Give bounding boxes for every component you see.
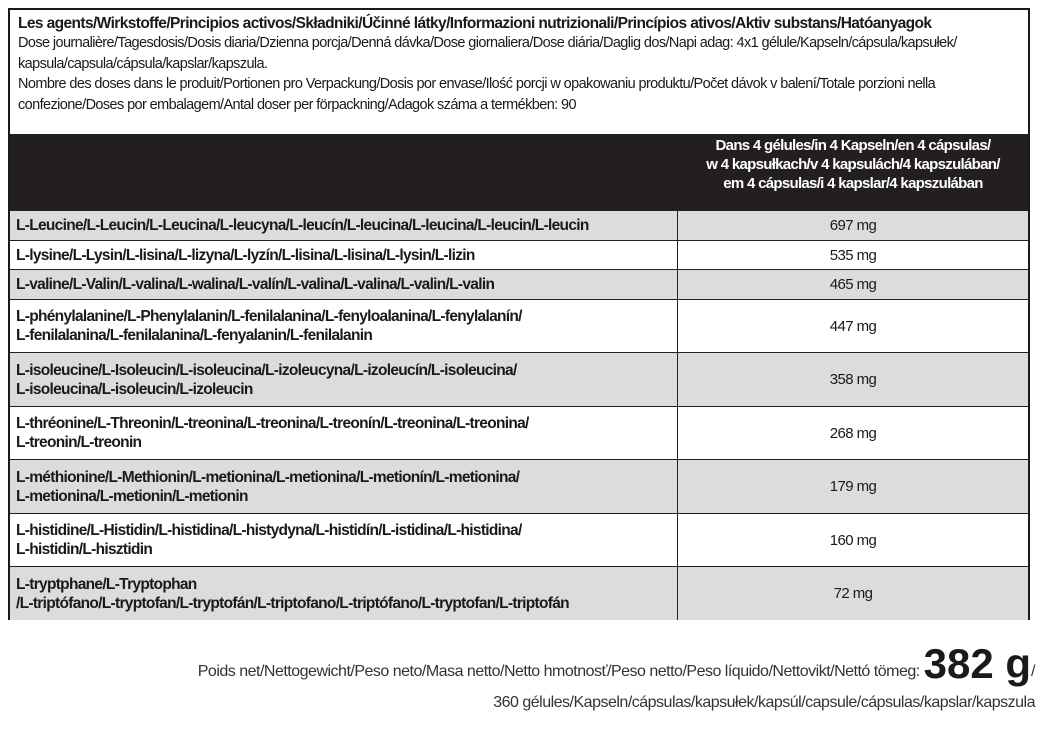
ingredient-name	[10, 567, 678, 620]
table-row-isoleucine	[10, 352, 1028, 406]
servings-line-2: confezione/Doses por embalagem/Antal doser per förpackning/Adagok száma a termékben: 90	[18, 96, 576, 113]
net-weight-slash: /	[1031, 663, 1035, 680]
ingredient-name	[10, 514, 678, 566]
column-header-line: w 4 kapsułkach/v 4 kapsulách/4 kapszulában/	[706, 156, 1000, 173]
ingredient-name-line: L-isoleucine/L-Isoleucin/L-isoleucina/L-izoleucyna/L-izoleucín/L-isoleucina/	[16, 361, 517, 379]
ingredient-name	[10, 353, 678, 406]
ingredient-amount: 72 mg	[833, 585, 873, 602]
table-row-leucine	[10, 210, 1028, 240]
table-row-methionine	[10, 459, 1028, 513]
servings-line-1: Nombre des doses dans le produit/Portionen pro Verpackung/Dosis por envase/Ilość porcji w opakowaniu produktu/Počet dávok v balení/Totale porzioni nella	[18, 76, 936, 92]
ingredient-amount: 179 mg	[829, 478, 877, 495]
ingredient-name	[10, 270, 678, 299]
ingredient-name-line: L-histidin/L-hisztidin	[16, 541, 153, 558]
ingredient-name-line: L-thréonine/L-Threonin/L-treonina/L-treonina/L-treonín/L-treonina/L-treonina/	[16, 415, 529, 432]
net-weight-line	[198, 640, 1035, 688]
column-header-per-4-capsules	[678, 134, 1028, 210]
ingredient-name-line: L-valine/L-Valin/L-valina/L-walina/L-valín/L-valina/L-valina/L-valin/L-valin	[16, 276, 495, 293]
table-header	[10, 134, 1028, 210]
ingredient-amount: 358 mg	[829, 371, 877, 388]
ingredient-name-line: /L-triptófano/L-tryptofan/L-tryptofán/L-triptofano/L-triptófano/L-tryptofan/L-triptofán	[16, 594, 569, 612]
ingredient-name-line: L-méthionine/L-Methionin/L-metionina/L-metionina/L-metionín/L-metionina/	[16, 468, 520, 486]
ingredient-amount: 268 mg	[829, 424, 877, 442]
ingredient-name-line: L-treonin/L-treonin	[16, 434, 142, 451]
column-header-line: Dans 4 gélules/in 4 Kapseln/en 4 cápsulas/	[715, 137, 991, 154]
table-row-histidine	[10, 513, 1028, 566]
table-row-threonine	[10, 406, 1028, 459]
ingredient-name-line: L-Leucine/L-Leucin/L-Leucina/L-leucyna/L-leucín/L-leucina/L-leucina/L-leucin/L-leucin	[16, 217, 589, 234]
ingredient-amount: 535 mg	[829, 246, 877, 264]
ingredient-amount: 465 mg	[829, 276, 877, 293]
ingredient-name	[10, 300, 678, 352]
nutrition-label	[8, 8, 1030, 620]
table-row-lysine	[10, 240, 1028, 269]
capsule-count-line: 360 gélules/Kapseln/cápsulas/kapsułek/kapsúl/capsule/cápsulas/kapslar/kapszula	[493, 694, 1035, 711]
ingredient-name-line: L-metionina/L-metionin/L-metionin	[16, 487, 248, 505]
ingredient-name-line: L-isoleucina/L-isoleucin/L-izoleucin	[16, 380, 253, 398]
ingredient-name	[10, 460, 678, 513]
ingredient-name-line: L-histidine/L-Histidin/L-histidina/L-histydyna/L-histidín/L-istidina/L-histidina/	[16, 522, 522, 539]
amino-acid-table	[10, 210, 1028, 620]
column-header-line: em 4 cápsulas/i 4 kapslar/4 kapszulában	[723, 175, 983, 192]
table-row-phenylalanine	[10, 299, 1028, 352]
daily-dose-line-2: kapsula/capsula/cápsula/kapslar/kapszula.	[18, 55, 268, 72]
net-weight-label: Poids net/Nettogewicht/Peso neto/Masa netto/Netto hmotnosť/Peso netto/Peso líquido/Nettovikt/Nettó tömeg:	[197, 663, 920, 680]
daily-dose-line-1: Dose journalière/Tagesdosis/Dosis diaria/Dzienna porcja/Denná dávka/Dose giornaliera/Dose diária/Daglig dos/Napi adag: 4x1 gélule/Kapseln/cápsula/kapsułek/	[18, 35, 957, 51]
table-header-blank	[10, 134, 678, 210]
table-row-valine	[10, 269, 1028, 299]
ingredient-name	[10, 407, 678, 459]
net-weight-value: 382 g	[923, 640, 1032, 687]
ingredient-name-line: L-phénylalanine/L-Phenylalanin/L-fenilalanina/L-fenyloalanina/L-fenylalanín/	[16, 308, 522, 325]
label-title: Les agents/Wirkstoffe/Principios activos/Składniki/Účinné látky/Informazioni nutrizionali/Princípios ativos/Aktiv substans/Hatóanyagok	[18, 15, 932, 32]
ingredient-name	[10, 241, 678, 269]
ingredient-name	[10, 211, 678, 240]
ingredient-amount: 160 mg	[829, 531, 877, 549]
table-row-tryptophan	[10, 566, 1028, 620]
ingredient-name-line: L-lysine/L-Lysin/L-lisina/L-lizyna/L-lyzín/L-lisina/L-lisina/L-lysin/L-lizin	[16, 246, 475, 264]
label-header	[10, 10, 1028, 134]
ingredient-name-line: L-fenilalanina/L-fenilalanina/L-fenyalanin/L-fenilalanin	[16, 327, 373, 344]
ingredient-name-line: L-tryptphane/L-Tryptophan	[16, 575, 197, 593]
ingredient-amount: 697 mg	[829, 217, 877, 234]
ingredient-amount: 447 mg	[829, 317, 877, 335]
